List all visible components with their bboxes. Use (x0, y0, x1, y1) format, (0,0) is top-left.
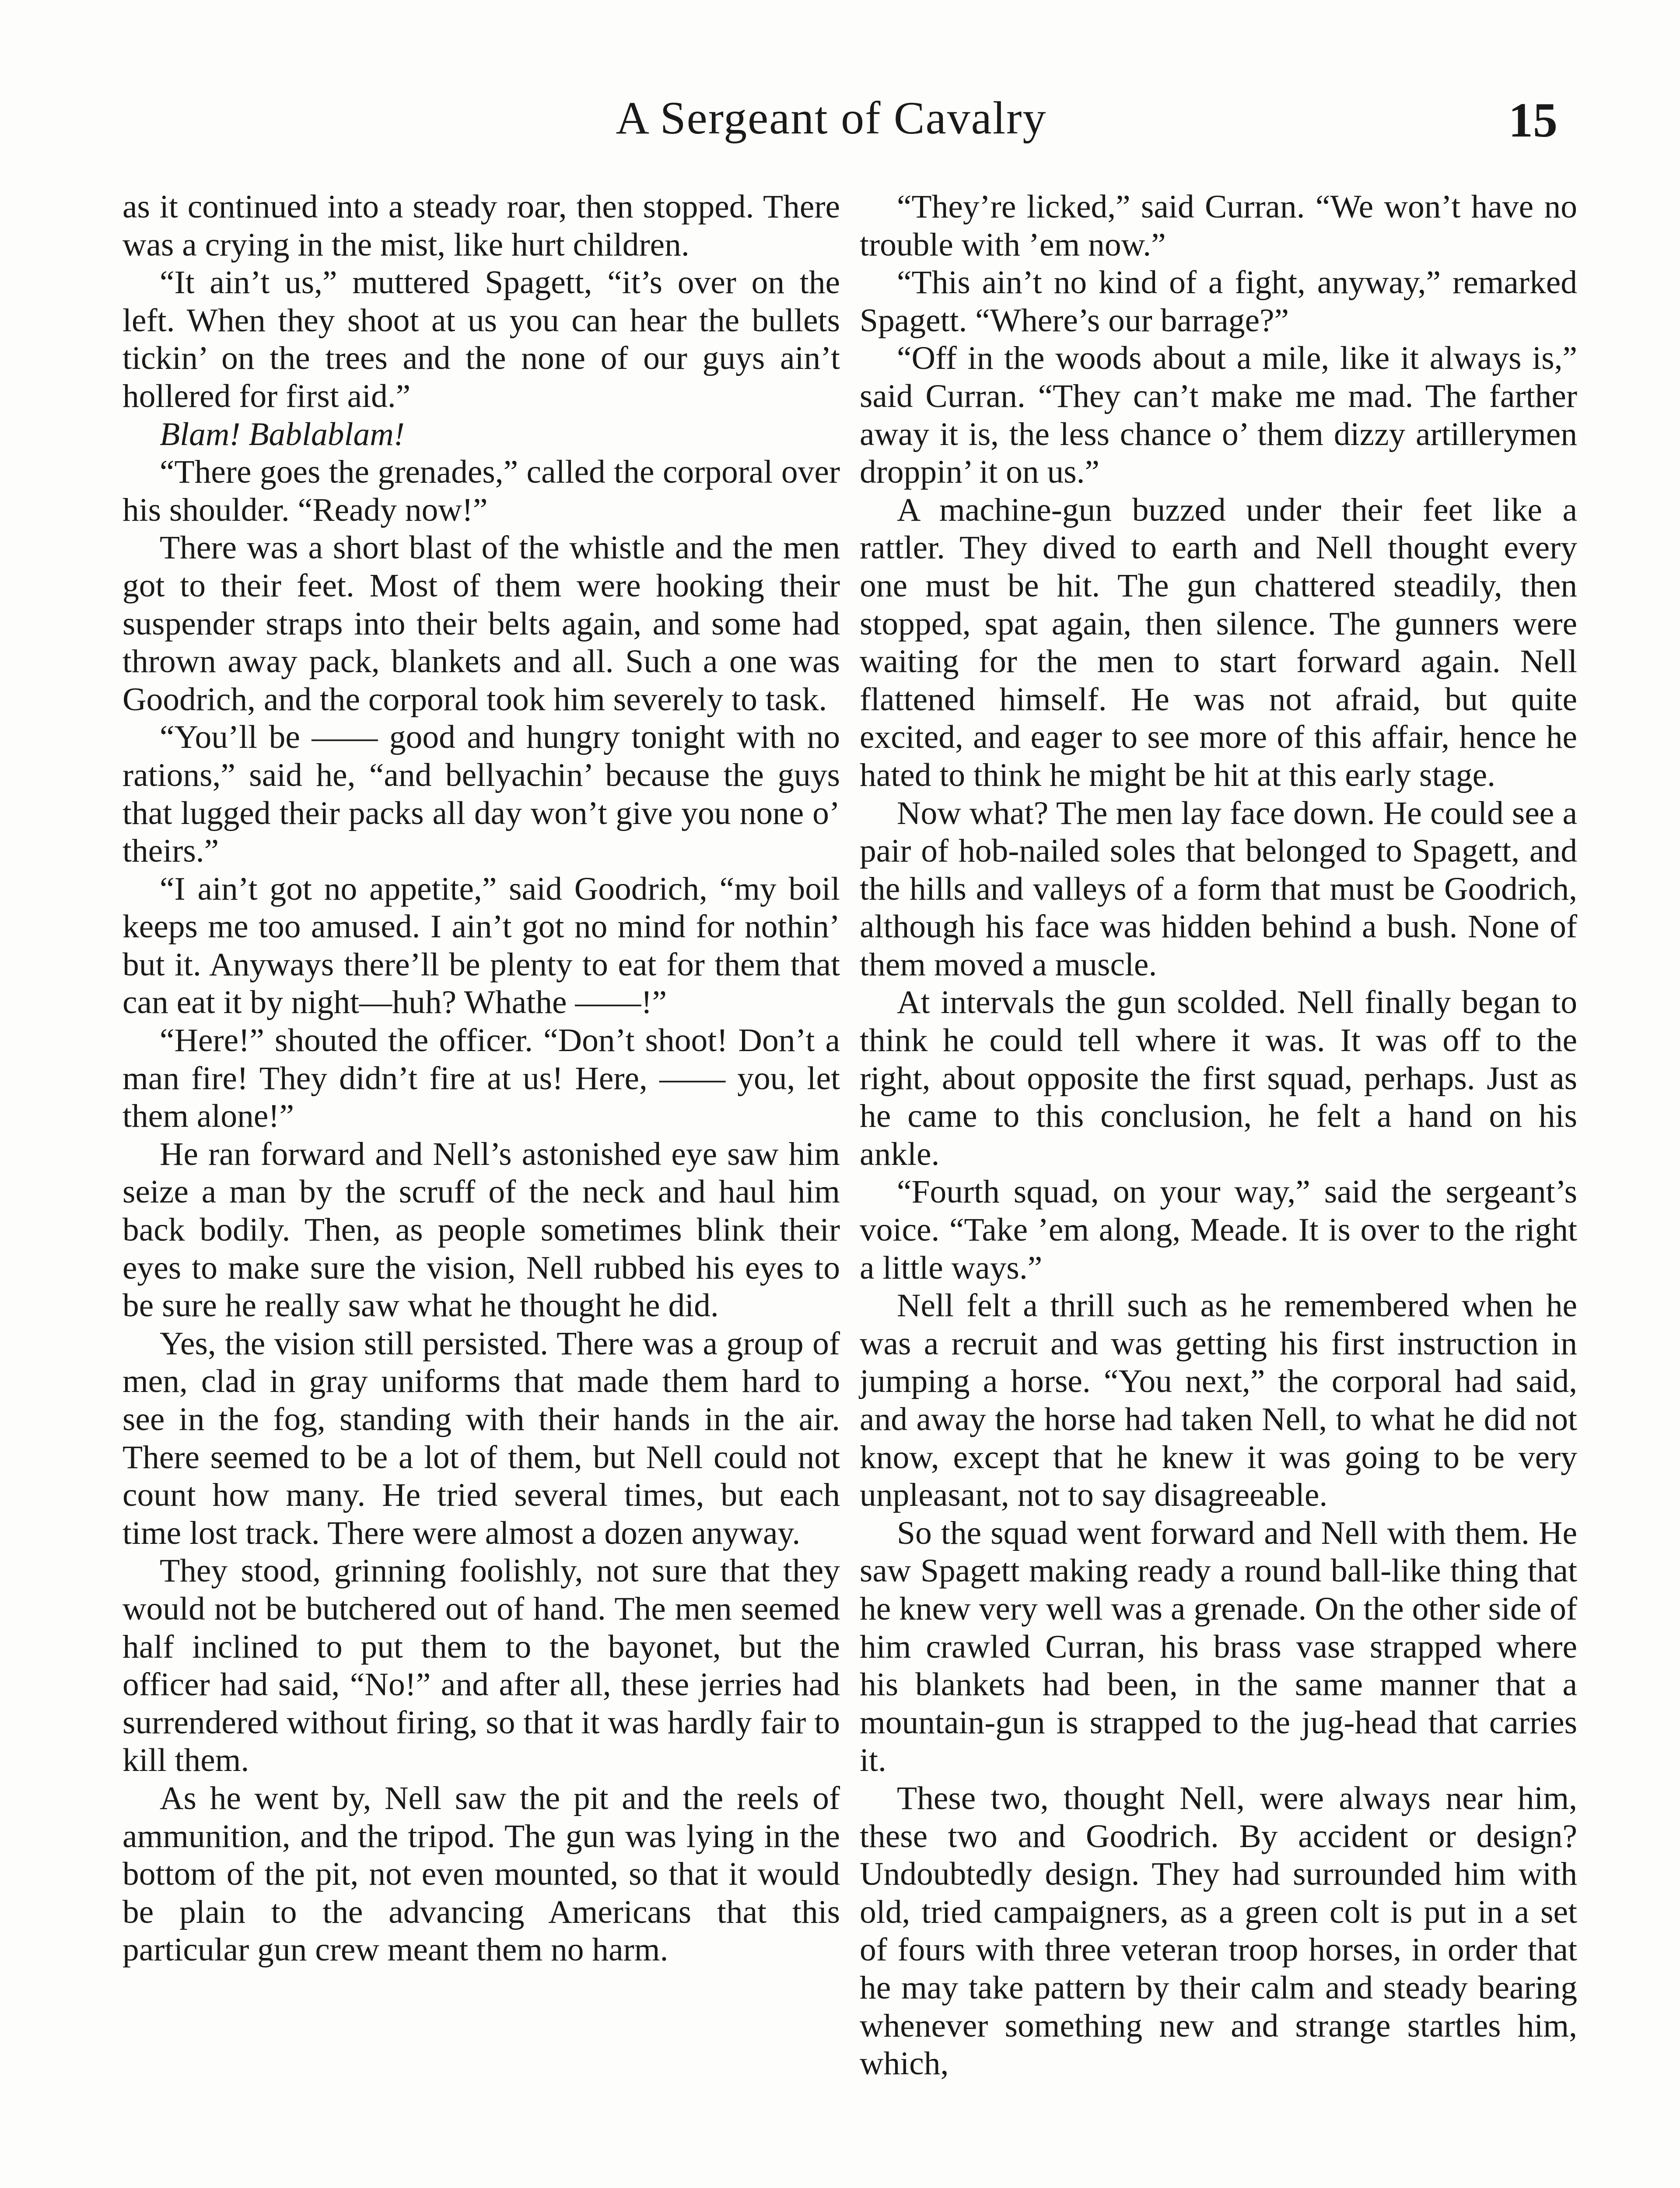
running-head (0, 88, 1680, 149)
paragraph: So the squad went forward and Nell with them. He saw Spagett making ready a round ball-like thing that he knew very well was a grenade. On the other side of him crawled Curran, his brass vase strapped where his blankets had been, in the same manner that a mountain-gun is strapped to the jug-head that carries it. (860, 1515, 1577, 1779)
paragraph: As he went by, Nell saw the pit and the reels of ammunition, and the tripod. The gun was lying in the bottom of the pit, not even mounted, so that it would be plain to the advancing Americans that this particular gun crew meant them no harm. (122, 1780, 840, 1968)
paragraph: “Off in the woods about a mile, like it always is,” said Curran. “They can’t make me mad. The farther away it is, the less chance o’ them dizzy artillerymen droppin’ it on us.” (860, 340, 1577, 491)
paragraph: Blam! Bablablam! (160, 416, 405, 452)
paragraph: At intervals the gun scolded. Nell finally began to think he could tell where it was. It was off to the right, about opposite the first squad, perhaps. Just as he came to this conclusion, he felt a hand on his ankle. (860, 984, 1577, 1172)
paragraph: “Fourth squad, on your way,” said the sergeant’s voice. “Take ’em along, Meade. It is over to the right a little ways.” (860, 1174, 1577, 1286)
paragraph: “It ain’t us,” muttered Spagett, “it’s over on the left. When they shoot at us you can hear the bullets tickin’ on the trees and the none of our guys ain’t hollered for first aid.” (122, 264, 840, 414)
paragraph: They stood, grinning foolishly, not sure that they would not be butchered out of hand. The men seemed half inclined to put them to the bayonet, but the officer had said, “No!” and after all, these jerries had surrendered without firing, so that it was hardly fair to kill them. (122, 1553, 840, 1779)
paragraph: Now what? The men lay face down. He could see a pair of hob-nailed soles that belonged to Spagett, and the hills and valleys of a form that must be Goodrich, although his face was hidden behind a bush. None of them moved a muscle. (860, 795, 1577, 983)
paragraph: He ran forward and Nell’s astonished eye saw him seize a man by the scruff of the neck and haul him back bodily. Then, as people sometimes blink their eyes to make sure the vision, Nell rubbed his eyes to be sure he really saw what he thought he did. (122, 1136, 840, 1324)
right-column (860, 188, 1577, 2083)
paragraph: “Here!” shouted the officer. “Don’t shoot! Don’t a man fire! They didn’t fire at us! Here, —— you, let them alone!” (122, 1022, 840, 1135)
paragraph: “This ain’t no kind of a fight, anyway,” remarked Spagett. “Where’s our barrage?” (860, 264, 1577, 339)
running-title: A Sergeant of Cavalry (616, 92, 1047, 144)
paragraph: These two, thought Nell, were always near him, these two and Goodrich. By accident or design? Undoubtedly design. They had surrounded him with old, tried campaigners, as a green colt is put in a set of fours with three veteran troop horses, in order that he may take pattern by their calm and steady bearing whenever something new and strange startles him, which, (860, 1780, 1577, 2082)
paragraph: Nell felt a thrill such as he remembered when he was a recruit and was getting his first instruction in jumping a horse. “You next,” the corporal had said, and away the horse had taken Nell, to what he did not know, except that he knew it was going to be very unpleasant, not to say disagreeable. (860, 1287, 1577, 1514)
left-column (122, 188, 840, 1969)
paragraph: as it continued into a steady roar, then stopped. There was a crying in the mist, like hurt children. (122, 189, 840, 263)
paragraph: “You’ll be —— good and hungry tonight with no rations,” said he, “and bellyachin’ because the guys that lugged their packs all day won’t give you none o’ theirs.” (122, 719, 840, 870)
paragraph: There was a short blast of the whistle and the men got to their feet. Most of them were hooking their suspender straps into their belts again, and some had thrown away pack, blankets and all. Such a one was Goodrich, and the corporal took him severely to task. (122, 529, 840, 718)
paragraph: “There goes the grenades,” called the corporal over his shoulder. “Ready now!” (122, 454, 840, 528)
paragraph: “They’re licked,” said Curran. “We won’t have no trouble with ’em now.” (860, 189, 1577, 263)
paragraph: A machine-gun buzzed under their feet like a rattler. They dived to earth and Nell thought every one must be hit. The gun chattered steadily, then stopped, spat again, then silence. The gunners were waiting for the men to start forward again. Nell flattened himself. He was not afraid, but quite excited, and eager to see more of this affair, hence he hated to think he might be hit at this early stage. (860, 491, 1577, 793)
page-number: 15 (1508, 93, 1558, 147)
paragraph: “I ain’t got no appetite,” said Goodrich, “my boil keeps me too amused. I ain’t got no mind for nothin’ but it. Anyways there’ll be plenty to eat for them that can eat it by night—huh? Whathe ——!” (122, 870, 840, 1021)
paragraph: Yes, the vision still persisted. There was a group of men, clad in gray uniforms that made them hard to see in the fog, standing with their hands in the air. There seemed to be a lot of them, but Nell could not count how many. He tried several times, but each time lost track. There were almost a dozen anyway. (122, 1325, 840, 1551)
